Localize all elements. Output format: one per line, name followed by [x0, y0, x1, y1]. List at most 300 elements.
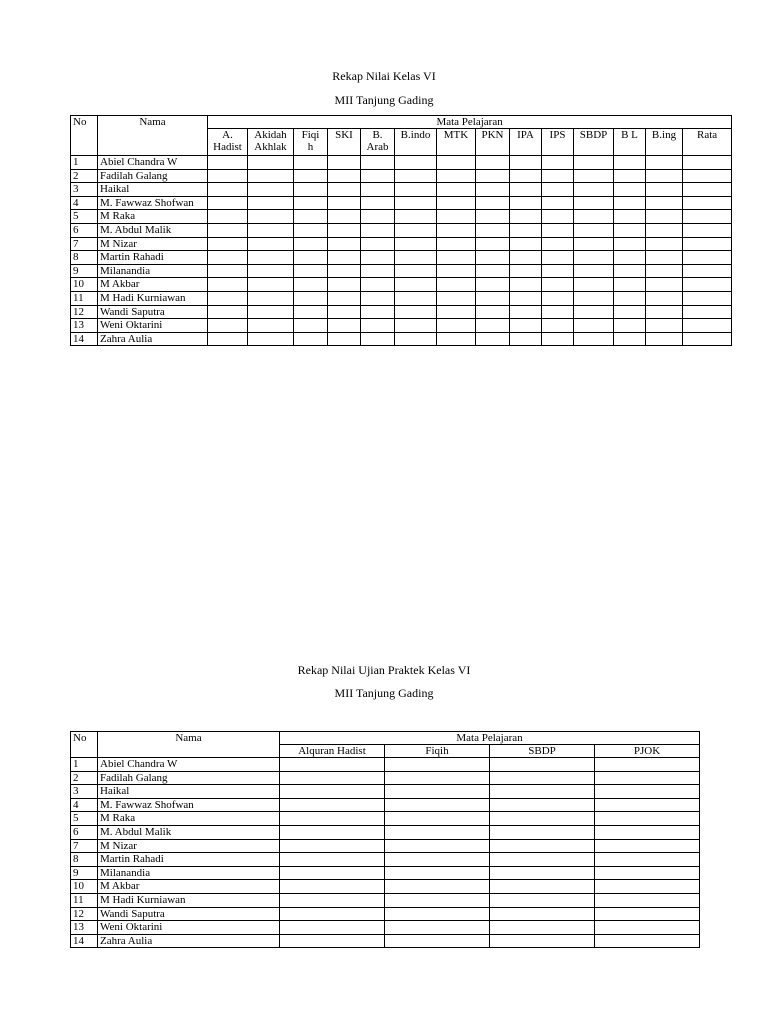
grade-cell[interactable]	[361, 169, 395, 183]
grade-cell[interactable]	[294, 156, 328, 170]
row-no: 13	[71, 921, 98, 935]
grade-cell[interactable]	[395, 237, 437, 251]
header-subject-line1: IPA	[517, 129, 534, 141]
row-name: Milanandia	[98, 264, 208, 278]
grade-cell[interactable]	[683, 196, 732, 210]
grade-cell[interactable]	[385, 839, 490, 853]
grade-cell[interactable]	[361, 278, 395, 292]
grade-cell[interactable]	[437, 237, 476, 251]
header-subject	[294, 129, 328, 156]
grade-cell[interactable]	[361, 156, 395, 170]
grade-cell[interactable]	[614, 210, 646, 224]
grade-cell[interactable]	[361, 305, 395, 319]
grade-cell[interactable]	[385, 798, 490, 812]
grade-cell[interactable]	[542, 305, 574, 319]
header-subject	[614, 129, 646, 156]
grade-cell[interactable]	[646, 223, 683, 237]
grade-cell[interactable]	[395, 156, 437, 170]
grade-cell[interactable]	[490, 921, 595, 935]
grade-cell[interactable]	[476, 156, 510, 170]
grade-cell[interactable]	[294, 210, 328, 224]
grade-cell[interactable]	[395, 264, 437, 278]
grade-cell[interactable]	[280, 934, 385, 948]
grade-cell[interactable]	[646, 196, 683, 210]
grade-cell[interactable]	[294, 223, 328, 237]
grade-cell[interactable]	[574, 319, 614, 333]
header-subject-line2: h	[307, 141, 314, 153]
row-name: M Hadi Kurniawan	[98, 893, 280, 907]
grade-cell[interactable]	[542, 169, 574, 183]
grade-cell[interactable]	[328, 237, 361, 251]
grade-cell[interactable]	[294, 305, 328, 319]
grade-cell[interactable]	[248, 210, 294, 224]
grade-cell[interactable]	[476, 305, 510, 319]
table-row	[71, 332, 732, 346]
header-subject	[510, 129, 542, 156]
grade-cell[interactable]	[328, 183, 361, 197]
header-subject-line1: B.ing	[651, 129, 677, 141]
grade-cell[interactable]	[208, 183, 248, 197]
grade-cell[interactable]	[385, 866, 490, 880]
grade-cell[interactable]	[574, 332, 614, 346]
grade-cell[interactable]	[595, 825, 700, 839]
header-subject-line1: B L	[621, 129, 638, 141]
grade-cell[interactable]	[510, 319, 542, 333]
grade-cell[interactable]	[614, 319, 646, 333]
grade-cell[interactable]	[361, 264, 395, 278]
row-no: 9	[71, 866, 98, 880]
grade-cell[interactable]	[476, 278, 510, 292]
grade-cell[interactable]	[574, 223, 614, 237]
grade-cell[interactable]	[280, 853, 385, 867]
grade-cell[interactable]	[395, 332, 437, 346]
grade-cell[interactable]	[595, 893, 700, 907]
grade-cell[interactable]	[361, 210, 395, 224]
grade-cell[interactable]	[595, 839, 700, 853]
grade-cell[interactable]	[542, 332, 574, 346]
grade-cell[interactable]	[437, 332, 476, 346]
grade-cell[interactable]	[646, 264, 683, 278]
grade-cell[interactable]	[395, 169, 437, 183]
grade-cell[interactable]	[542, 183, 574, 197]
grade-cell[interactable]	[437, 264, 476, 278]
grade-cell[interactable]	[683, 169, 732, 183]
grade-cell[interactable]	[683, 237, 732, 251]
grade-cell[interactable]	[385, 771, 490, 785]
grade-cell[interactable]	[595, 758, 700, 772]
grade-cell[interactable]	[395, 183, 437, 197]
row-name: Wandi Saputra	[98, 305, 208, 319]
grade-cell[interactable]	[490, 812, 595, 826]
grade-cell[interactable]	[361, 251, 395, 265]
grade-cell[interactable]	[280, 880, 385, 894]
grade-cell[interactable]	[280, 771, 385, 785]
grade-cell[interactable]	[248, 332, 294, 346]
grade-cell[interactable]	[510, 278, 542, 292]
grade-cell[interactable]	[361, 183, 395, 197]
grade-cell[interactable]	[437, 210, 476, 224]
grade-cell[interactable]	[595, 812, 700, 826]
grade-cell[interactable]	[385, 893, 490, 907]
grade-cell[interactable]	[542, 319, 574, 333]
grade-cell[interactable]	[595, 853, 700, 867]
grade-cell[interactable]	[328, 196, 361, 210]
grade-cell[interactable]	[476, 264, 510, 278]
grade-cell[interactable]	[280, 812, 385, 826]
grade-cell[interactable]	[595, 771, 700, 785]
header-subject	[395, 129, 437, 156]
row-name: M. Fawwaz Shofwan	[98, 196, 208, 210]
grade-cell[interactable]	[476, 169, 510, 183]
grade-cell[interactable]	[385, 853, 490, 867]
grade-cell[interactable]	[208, 305, 248, 319]
table-row	[71, 291, 732, 305]
grade-cell[interactable]	[542, 278, 574, 292]
grade-cell[interactable]	[646, 237, 683, 251]
grade-cell[interactable]	[490, 839, 595, 853]
grade-cell[interactable]	[614, 251, 646, 265]
section2-title: Rekap Nilai Ujian Praktek Kelas VI	[297, 663, 471, 677]
grade-cell[interactable]	[361, 332, 395, 346]
grade-cell[interactable]	[595, 798, 700, 812]
grade-cell[interactable]	[280, 758, 385, 772]
grade-cell[interactable]	[395, 278, 437, 292]
grade-cell[interactable]	[614, 291, 646, 305]
grade-cell[interactable]	[395, 319, 437, 333]
grade-cell[interactable]	[395, 210, 437, 224]
grade-cell[interactable]	[385, 880, 490, 894]
header-mata-pelajaran: Mata Pelajaran	[208, 116, 732, 129]
grade-cell[interactable]	[294, 183, 328, 197]
grade-cell[interactable]	[510, 156, 542, 170]
grade-cell[interactable]	[476, 319, 510, 333]
grade-cell[interactable]	[328, 305, 361, 319]
table-row	[71, 921, 700, 935]
grade-cell[interactable]	[595, 921, 700, 935]
grade-cell[interactable]	[542, 237, 574, 251]
header-subject	[361, 129, 395, 156]
grade-cell[interactable]	[437, 156, 476, 170]
row-name: Milanandia	[98, 866, 280, 880]
grade-cell[interactable]	[683, 264, 732, 278]
grade-cell[interactable]	[248, 264, 294, 278]
row-name: Weni Oktarini	[98, 921, 280, 935]
row-name: Fadilah Galang	[98, 771, 280, 785]
grade-cell[interactable]	[280, 839, 385, 853]
grade-cell[interactable]	[328, 264, 361, 278]
header-subject: Alquran Hadist	[280, 745, 385, 758]
grade-cell[interactable]	[328, 251, 361, 265]
row-no: 14	[71, 934, 98, 948]
grade-cell[interactable]	[574, 183, 614, 197]
header-subject-line1: Akidah	[254, 129, 287, 141]
grade-cell[interactable]	[437, 196, 476, 210]
grade-cell[interactable]	[248, 237, 294, 251]
grade-cell[interactable]	[574, 156, 614, 170]
grade-cell[interactable]	[542, 264, 574, 278]
header-subject-line1: A.	[222, 129, 233, 141]
grade-cell[interactable]	[248, 291, 294, 305]
grade-cell[interactable]	[595, 934, 700, 948]
header-subject	[542, 129, 574, 156]
row-name: Martin Rahadi	[98, 853, 280, 867]
grade-cell[interactable]	[248, 305, 294, 319]
grade-cell[interactable]	[208, 291, 248, 305]
grade-cell[interactable]	[208, 237, 248, 251]
grade-cell[interactable]	[208, 278, 248, 292]
grade-cell[interactable]	[490, 893, 595, 907]
grade-cell[interactable]	[476, 332, 510, 346]
grade-cell[interactable]	[328, 223, 361, 237]
grade-cell[interactable]	[574, 305, 614, 319]
grade-cell[interactable]	[437, 278, 476, 292]
grade-cell[interactable]	[208, 156, 248, 170]
grade-cell[interactable]	[595, 880, 700, 894]
grade-cell[interactable]	[510, 251, 542, 265]
grade-cell[interactable]	[248, 251, 294, 265]
grade-cell[interactable]	[490, 934, 595, 948]
grade-cell[interactable]	[476, 223, 510, 237]
row-name: M Hadi Kurniawan	[98, 291, 208, 305]
row-name: Fadilah Galang	[98, 169, 208, 183]
grade-cell[interactable]	[646, 319, 683, 333]
grade-cell[interactable]	[683, 332, 732, 346]
grade-cell[interactable]	[683, 210, 732, 224]
grade-cell[interactable]	[574, 237, 614, 251]
grade-cell[interactable]	[437, 251, 476, 265]
grade-cell[interactable]	[683, 291, 732, 305]
grade-cell[interactable]	[510, 305, 542, 319]
grade-cell[interactable]	[614, 264, 646, 278]
grade-cell[interactable]	[248, 196, 294, 210]
grade-cell[interactable]	[683, 305, 732, 319]
grade-cell[interactable]	[328, 210, 361, 224]
grade-cell[interactable]	[395, 305, 437, 319]
grade-cell[interactable]	[574, 196, 614, 210]
row-name: M Akbar	[98, 278, 208, 292]
table-row	[71, 196, 732, 210]
grade-cell[interactable]	[683, 183, 732, 197]
grade-cell[interactable]	[385, 758, 490, 772]
grade-cell[interactable]	[385, 812, 490, 826]
grade-cell[interactable]	[248, 319, 294, 333]
grade-cell[interactable]	[280, 866, 385, 880]
grade-cell[interactable]	[395, 223, 437, 237]
grade-cell[interactable]	[280, 825, 385, 839]
grade-cell[interactable]	[476, 251, 510, 265]
grade-cell[interactable]	[646, 210, 683, 224]
grade-cell[interactable]	[646, 169, 683, 183]
grade-cell[interactable]	[574, 210, 614, 224]
grade-cell[interactable]	[437, 169, 476, 183]
grade-cell[interactable]	[683, 251, 732, 265]
grade-cell[interactable]	[490, 785, 595, 799]
grade-cell[interactable]	[646, 183, 683, 197]
grade-cell[interactable]	[510, 291, 542, 305]
grade-cell[interactable]	[294, 278, 328, 292]
grade-cell[interactable]	[646, 278, 683, 292]
table-row	[71, 237, 732, 251]
grade-cell[interactable]	[646, 332, 683, 346]
grade-cell[interactable]	[574, 169, 614, 183]
grade-cell[interactable]	[328, 278, 361, 292]
header-subject-line1: B.indo	[400, 129, 431, 141]
grade-cell[interactable]	[208, 264, 248, 278]
grade-cell[interactable]	[294, 319, 328, 333]
grade-cell[interactable]	[646, 305, 683, 319]
grade-cell[interactable]	[542, 210, 574, 224]
grade-cell[interactable]	[280, 785, 385, 799]
grade-cell[interactable]	[542, 156, 574, 170]
grade-cell[interactable]	[294, 251, 328, 265]
grade-cell[interactable]	[328, 332, 361, 346]
grade-cell[interactable]	[476, 237, 510, 251]
grade-cell[interactable]	[294, 264, 328, 278]
grade-cell[interactable]	[542, 251, 574, 265]
grade-cell[interactable]	[437, 291, 476, 305]
grade-cell[interactable]	[395, 196, 437, 210]
grade-cell[interactable]	[510, 169, 542, 183]
grade-cell[interactable]	[280, 893, 385, 907]
grade-cell[interactable]	[476, 210, 510, 224]
grade-cell[interactable]	[614, 278, 646, 292]
grade-cell[interactable]	[280, 798, 385, 812]
header-subject-line1: IPS	[549, 129, 566, 141]
table-row	[71, 210, 732, 224]
grade-cell[interactable]	[490, 758, 595, 772]
grade-cell[interactable]	[395, 291, 437, 305]
grade-cell[interactable]	[614, 332, 646, 346]
grade-cell[interactable]	[208, 169, 248, 183]
grade-cell[interactable]	[208, 319, 248, 333]
grade-cell[interactable]	[490, 853, 595, 867]
grade-cell[interactable]	[328, 291, 361, 305]
grade-cell[interactable]	[248, 183, 294, 197]
grade-cell[interactable]	[476, 196, 510, 210]
grade-cell[interactable]	[490, 907, 595, 921]
grade-cell[interactable]	[437, 223, 476, 237]
grade-cell[interactable]	[490, 880, 595, 894]
grade-cell[interactable]	[490, 866, 595, 880]
grade-cell[interactable]	[490, 771, 595, 785]
grade-cell[interactable]	[395, 251, 437, 265]
grade-cell[interactable]	[361, 291, 395, 305]
row-no: 1	[71, 758, 98, 772]
grade-cell[interactable]	[361, 196, 395, 210]
grade-cell[interactable]	[683, 319, 732, 333]
grade-cell[interactable]	[614, 169, 646, 183]
grade-cell[interactable]	[361, 319, 395, 333]
grade-cell[interactable]	[328, 169, 361, 183]
grade-cell[interactable]	[208, 223, 248, 237]
grade-cell[interactable]	[614, 305, 646, 319]
grade-cell[interactable]	[574, 278, 614, 292]
grade-cell[interactable]	[646, 251, 683, 265]
grade-cell[interactable]	[510, 183, 542, 197]
grade-cell[interactable]	[361, 223, 395, 237]
grade-cell[interactable]	[294, 332, 328, 346]
grade-cell[interactable]	[280, 907, 385, 921]
grade-cell[interactable]	[614, 237, 646, 251]
grade-cell[interactable]	[385, 825, 490, 839]
grade-cell[interactable]	[595, 866, 700, 880]
table-row	[71, 880, 700, 894]
grade-cell[interactable]	[294, 291, 328, 305]
grade-cell[interactable]	[208, 210, 248, 224]
grade-cell[interactable]	[510, 210, 542, 224]
grade-cell[interactable]	[510, 264, 542, 278]
grade-cell[interactable]	[683, 156, 732, 170]
grade-cell[interactable]	[385, 907, 490, 921]
grade-cell[interactable]	[614, 223, 646, 237]
grade-cell[interactable]	[208, 332, 248, 346]
grade-cell[interactable]	[574, 291, 614, 305]
row-no: 2	[71, 169, 98, 183]
grade-cell[interactable]	[476, 183, 510, 197]
grade-cell[interactable]	[208, 251, 248, 265]
row-no: 5	[71, 812, 98, 826]
table-row	[71, 866, 700, 880]
grade-cell[interactable]	[248, 278, 294, 292]
grade-cell[interactable]	[437, 319, 476, 333]
grade-cell[interactable]	[542, 291, 574, 305]
grade-cell[interactable]	[328, 156, 361, 170]
grade-cell[interactable]	[595, 785, 700, 799]
grade-cell[interactable]	[574, 251, 614, 265]
header-subject: PJOK	[595, 745, 700, 758]
grade-cell[interactable]	[614, 183, 646, 197]
header-row-1	[71, 732, 700, 745]
grade-cell[interactable]	[683, 223, 732, 237]
grade-cell[interactable]	[476, 291, 510, 305]
grade-cell[interactable]	[248, 169, 294, 183]
grade-cell[interactable]	[490, 825, 595, 839]
grade-cell[interactable]	[683, 278, 732, 292]
grade-cell[interactable]	[208, 196, 248, 210]
grade-cell[interactable]	[510, 237, 542, 251]
grade-cell[interactable]	[294, 169, 328, 183]
grade-cell[interactable]	[248, 156, 294, 170]
grade-cell[interactable]	[510, 332, 542, 346]
grade-cell[interactable]	[510, 223, 542, 237]
grade-cell[interactable]	[614, 196, 646, 210]
grade-cell[interactable]	[385, 785, 490, 799]
grade-cell[interactable]	[542, 196, 574, 210]
grade-cell[interactable]	[646, 156, 683, 170]
row-name: Zahra Aulia	[98, 332, 208, 346]
grade-cell[interactable]	[437, 305, 476, 319]
grade-cell[interactable]	[385, 921, 490, 935]
grade-cell[interactable]	[510, 196, 542, 210]
grade-cell[interactable]	[361, 237, 395, 251]
grade-cell[interactable]	[248, 223, 294, 237]
grade-cell[interactable]	[574, 264, 614, 278]
grade-cell[interactable]	[385, 934, 490, 948]
grade-cell[interactable]	[595, 907, 700, 921]
grade-cell[interactable]	[437, 183, 476, 197]
grade-cell[interactable]	[294, 196, 328, 210]
grade-cell[interactable]	[294, 237, 328, 251]
header-subject-line2: Arab	[366, 141, 389, 153]
grade-cell[interactable]	[646, 291, 683, 305]
row-name: M Raka	[98, 812, 280, 826]
grade-cell[interactable]	[490, 798, 595, 812]
header-nama: Nama	[98, 116, 208, 156]
grade-cell[interactable]	[280, 921, 385, 935]
grade-cell[interactable]	[542, 223, 574, 237]
grade-cell[interactable]	[328, 319, 361, 333]
grade-cell[interactable]	[614, 156, 646, 170]
